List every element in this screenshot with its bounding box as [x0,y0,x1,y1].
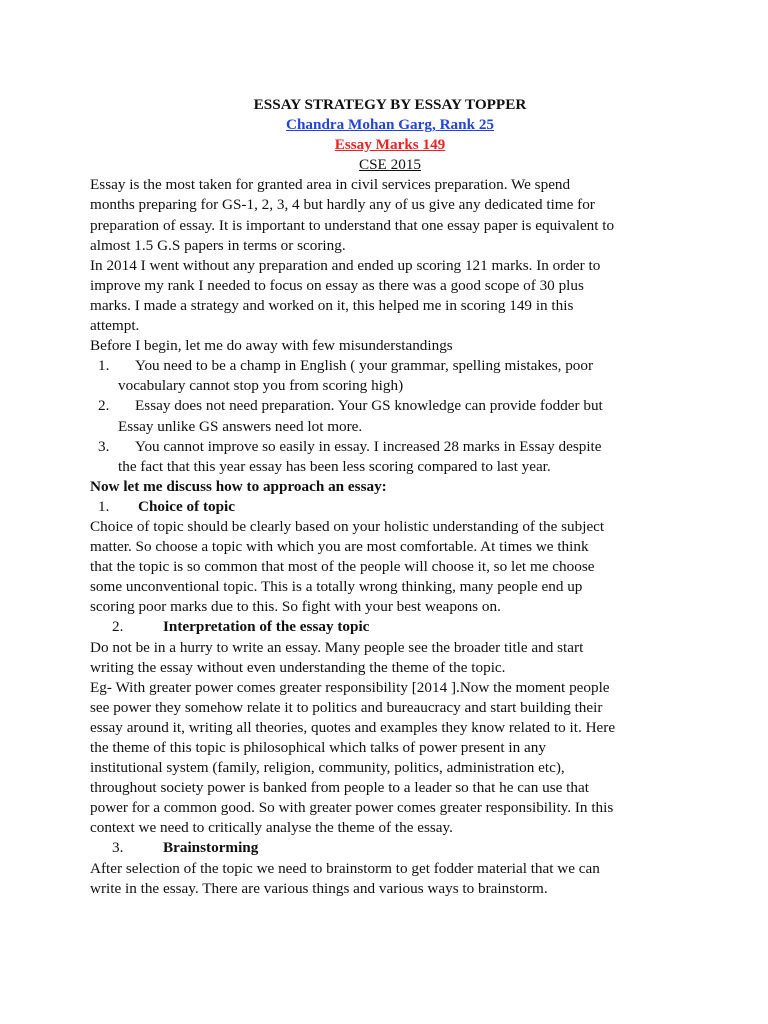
text-line: matter. So choose a topic with which you are most comfortable. At times we think [90,538,589,556]
text-line: marks. I made a strategy and worked on it, this helped me in scoring 149 in this [90,296,574,314]
text-line: months preparing for GS-1, 2, 3, 4 but hardly any of us give any dedicated time for [90,196,595,214]
list-number: 3. [98,437,110,455]
intro-paragraph [90,175,690,255]
list-number: 2. [112,618,124,636]
section-heading-text: Choice of topic [138,497,236,515]
text-line: Essay is the most taken for granted area in civil services preparation. We spend [90,176,571,194]
section-heading [90,838,690,858]
text-line: Essay unlike GS answers need lot more. [118,417,363,435]
text-line: preparation of essay. It is important to understand that one essay paper is equivalent to [90,216,615,234]
essay-marks: Essay Marks 149 [334,136,446,154]
section-heading [90,497,690,517]
misunderstandings-intro: Before I begin, let me do away with few misunderstandings [90,337,453,355]
list-number: 2. [98,397,110,415]
list-item [90,356,690,396]
text-line: In 2014 I went without any preparation and ended up scoring 121 marks. In order to [90,256,601,274]
document-body [90,95,690,899]
text-line: attempt. [90,317,140,335]
text-line: see power they somehow relate it to politics and bureaucracy and start building their [90,698,603,716]
attempt-paragraph [90,256,690,336]
text-line: almost 1.5 G.S papers in terms or scoring. [90,236,346,254]
section-heading-text: Interpretation of the essay topic [163,618,370,636]
text-line: essay around it, writing all theories, quotes and examples they know related to it. Here [90,718,616,736]
section-interpretation [90,617,690,838]
text-line: institutional system (family, religion, community, politics, administration etc), [90,759,565,777]
text-line: some unconventional topic. This is a totally wrong thinking, many people end up [90,578,583,596]
text-line: scoring poor marks due to this. So fight with your best weapons on. [90,598,501,616]
text-line: writing the essay without even understanding the theme of the topic. [90,658,506,676]
list-number: 1. [98,497,110,515]
section-heading [90,617,690,637]
text-line: improve my rank I needed to focus on essay as there was a good scope of 30 plus [90,276,584,294]
text-line: the theme of this topic is philosophical which talks of power present in any [90,739,546,756]
author-name: Chandra Mohan Garg, Rank 25 [285,116,495,134]
approach-heading: Now let me discuss how to approach an essay: [90,477,387,495]
text-line: You cannot improve so easily in essay. I increased 28 marks in Essay despite [135,437,602,455]
exam-year: CSE 2015 [358,156,422,174]
text-line: Essay does not need preparation. Your GS knowledge can provide fodder but [135,397,603,415]
document-title: ESSAY STRATEGY BY ESSAY TOPPER [253,96,527,113]
text-line: the fact that this year essay has been less scoring compared to last year. [118,457,551,475]
section-brainstorming [90,838,690,898]
text-line: throughout society power is banked from people to a leader so that he can use that [90,779,589,797]
misunderstandings-list [90,356,690,477]
section-heading-text: Brainstorming [163,839,259,857]
text-line: You need to be a champ in English ( your grammar, spelling mistakes, poor [135,357,594,375]
list-item [90,396,690,436]
text-line: write in the essay. There are various things and various ways to brainstorm. [90,879,548,897]
list-number: 3. [112,839,124,857]
text-line: After selection of the topic we need to brainstorm to get fodder material that we can [90,859,600,877]
text-line: Eg- With greater power comes greater responsibility [2014 ].Now the moment people [90,678,610,696]
text-line: that the topic is so common that most of the people will choose it, so let me choose [90,558,595,576]
text-line: Choice of topic should be clearly based on your holistic understanding of the subject [90,517,605,535]
text-line: vocabulary cannot stop you from scoring high) [118,377,404,395]
text-line: Do not be in a hurry to write an essay. Many people see the broader title and start [90,638,584,656]
text-line: power for a common good. So with greater power comes greater responsibility. In this [90,799,614,817]
list-number: 1. [98,357,110,375]
section-choice-of-topic [90,497,690,618]
list-item [90,437,690,477]
text-line: context we need to critically analyse the theme of the essay. [90,819,453,837]
